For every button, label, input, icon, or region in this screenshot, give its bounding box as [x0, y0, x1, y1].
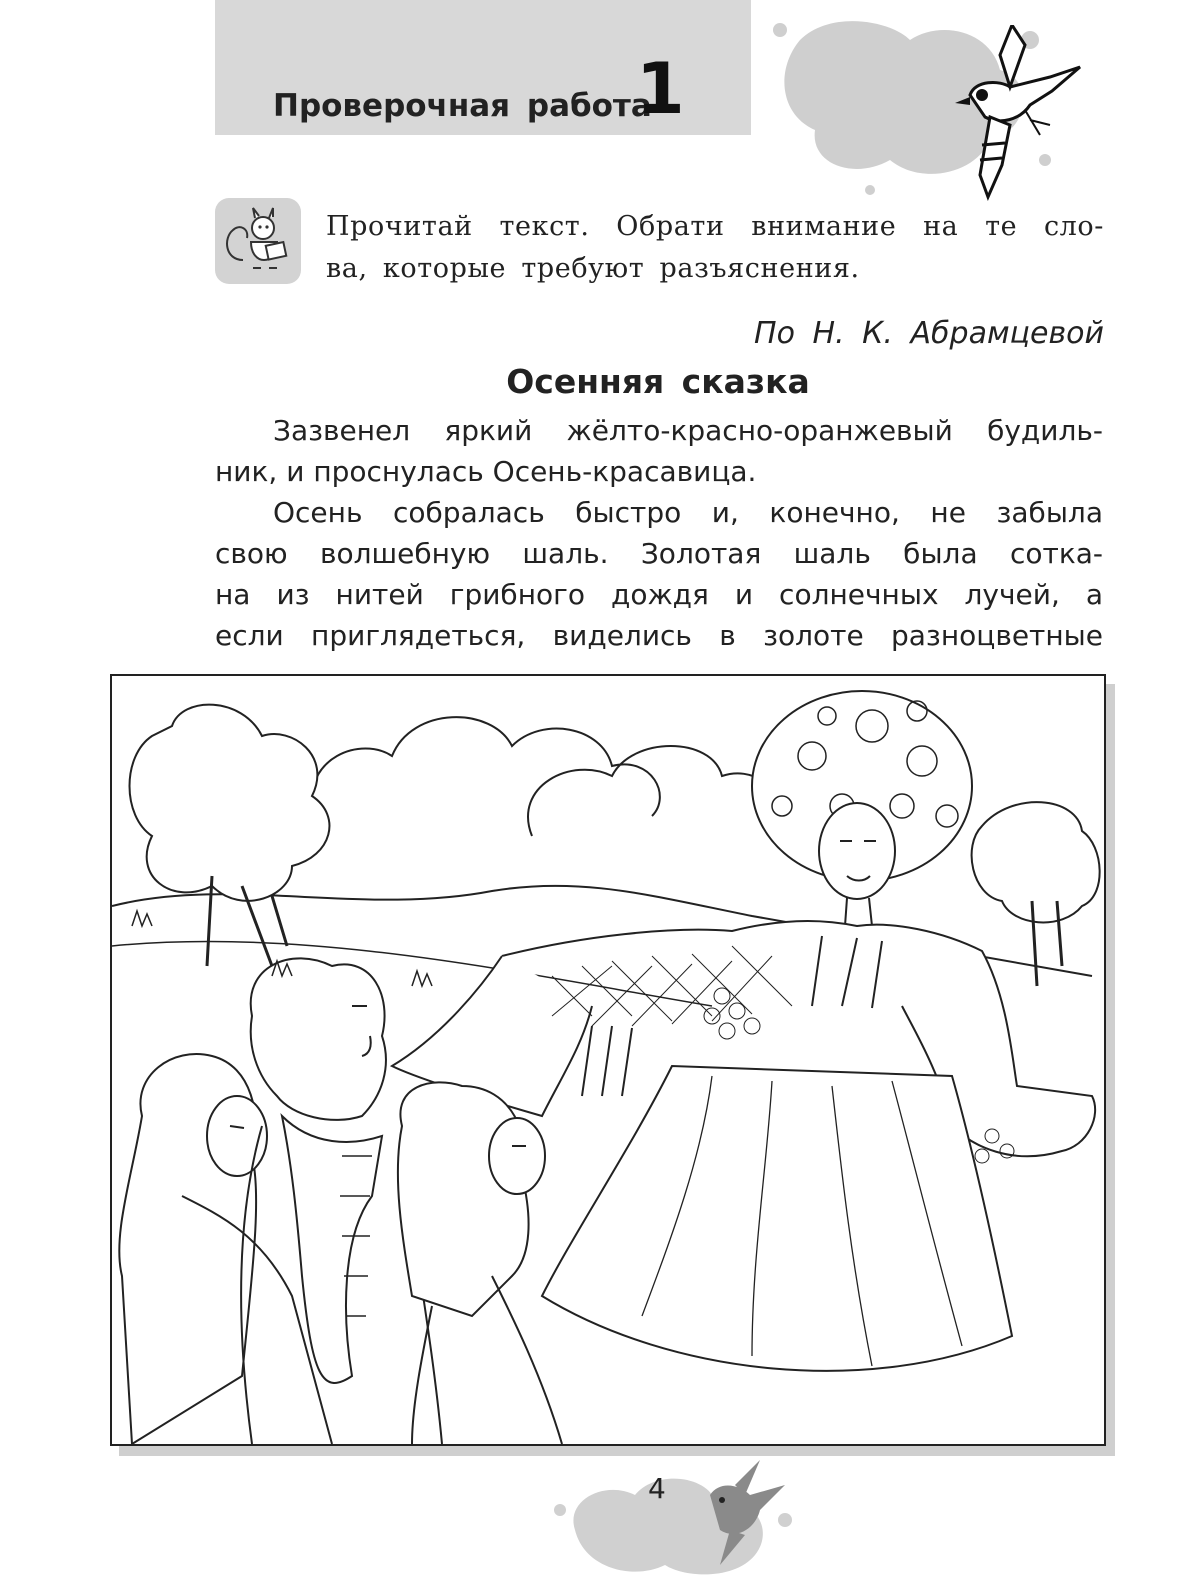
- instruction-line: Прочитай текст. Обрати внимание на те сло-: [326, 211, 1104, 242]
- story-line: на из нитей грибного дождя и солнечных лучей, а: [215, 578, 1103, 611]
- page-title: Проверочная работа: [273, 88, 652, 124]
- story-line: свою волшебную шаль. Золотая шаль была соткa-: [215, 537, 1103, 570]
- story-line: ник, и проснулась Осень-красавица.: [215, 455, 757, 488]
- story-line: Зазвенел яркий жёлто-красно-оранжевый будиль-: [273, 414, 1103, 447]
- story-title: Осенняя сказка: [506, 362, 810, 401]
- story-line: Осень собралась быстро и, конечно, не забыла: [273, 496, 1103, 529]
- story-text: [215, 410, 1103, 656]
- story-line: если приглядеться, виделись в золоте разноцветные: [215, 619, 1103, 652]
- task-instruction: [326, 206, 1104, 290]
- page-number: 4: [648, 1472, 666, 1505]
- bird-icon-small: [690, 1455, 800, 1570]
- bird-icon: [930, 25, 1090, 205]
- story-illustration: [110, 674, 1106, 1446]
- squirrel-reading-icon: [215, 198, 301, 284]
- instruction-line: ва, которые требуют разъяснения.: [326, 253, 860, 284]
- test-number: 1: [636, 48, 685, 130]
- author-credit: По Н. К. Абрамцевой: [754, 316, 1104, 351]
